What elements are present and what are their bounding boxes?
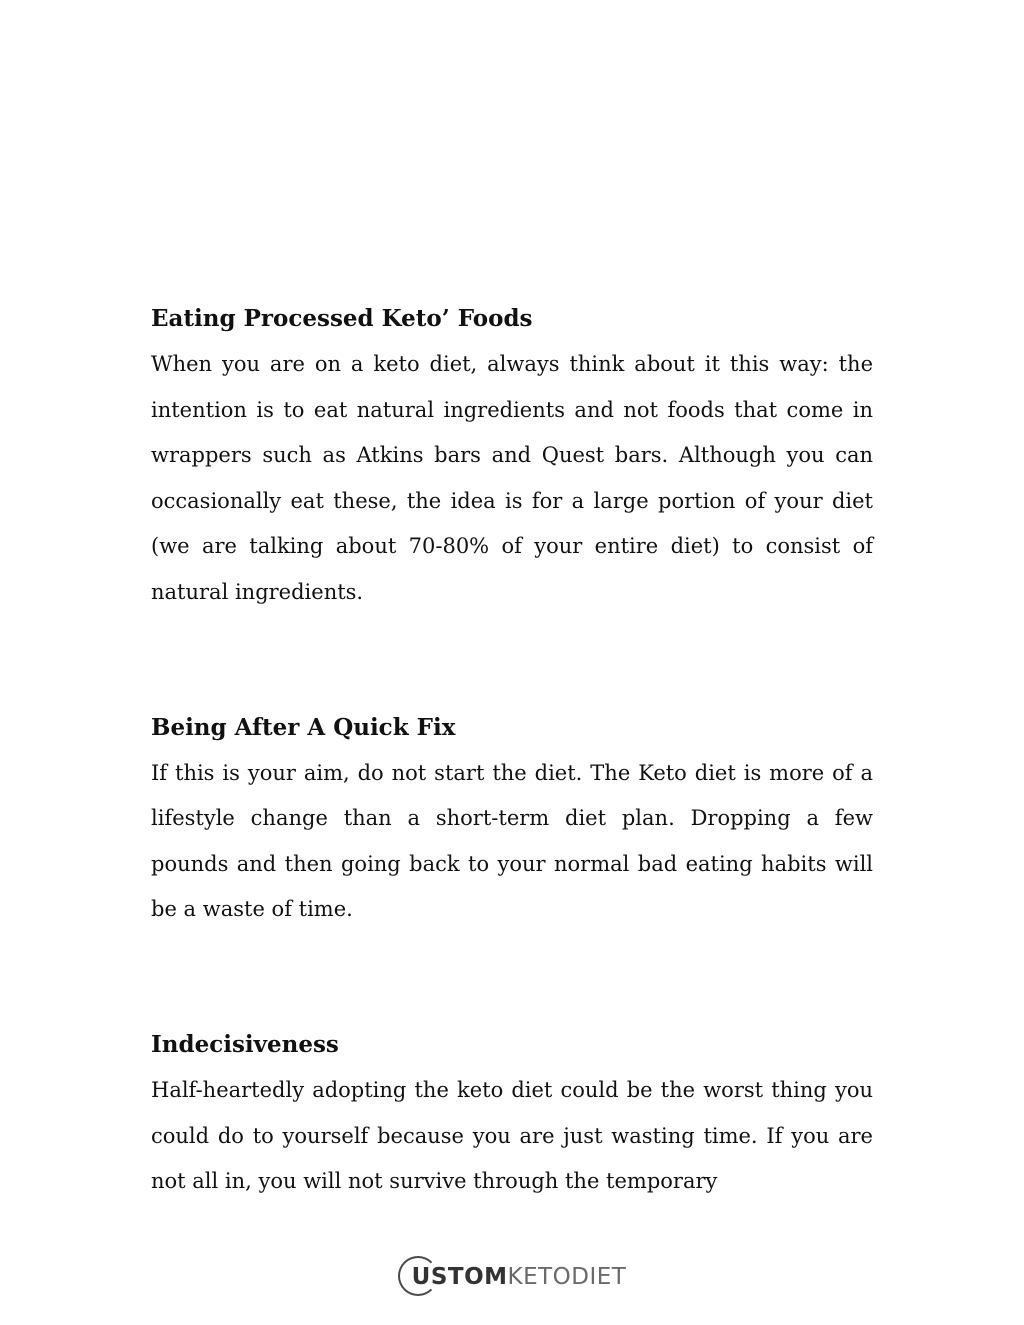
section-indecisiveness [151,1022,873,1205]
page-footer [0,1255,1024,1299]
logo-wordmark-bold: USTOM [411,1264,508,1290]
customketodiet-logo [398,1255,627,1299]
logo-c-ring-icon [398,1256,438,1296]
section-paragraph: Half-heartedly adopting the keto diet could be the worst thing you could do to yourself because you are just wasting time. If you are not all in, you will not survive through the temporary [151,1077,873,1194]
section-quick-fix [151,705,873,933]
section-processed-foods [151,296,873,616]
logo-wordmark-light: KETODIET [507,1264,627,1290]
section-paragraph: When you are on a keto diet, always think about it this way: the intention is to eat natural ingredients and not foods that come in wrappers such as Atkins bars and Quest bars. Although you can occasionally eat these, the idea is for a large portion of your diet (we are talking about 70-80% of your entire diet) to consist of natural ingredients. [151,352,873,604]
document-body [151,296,873,1205]
section-heading: Indecisiveness [151,1030,339,1058]
section-heading: Being After A Quick Fix [151,713,456,741]
section-heading: Eating Processed Keto’ Foods [151,305,533,332]
section-paragraph: If this is your aim, do not start the diet. The Keto diet is more of a lifestyle change than a short-term diet plan. Dropping a few pounds and then going back to your normal bad eating habits will be a waste of time. [151,760,873,922]
